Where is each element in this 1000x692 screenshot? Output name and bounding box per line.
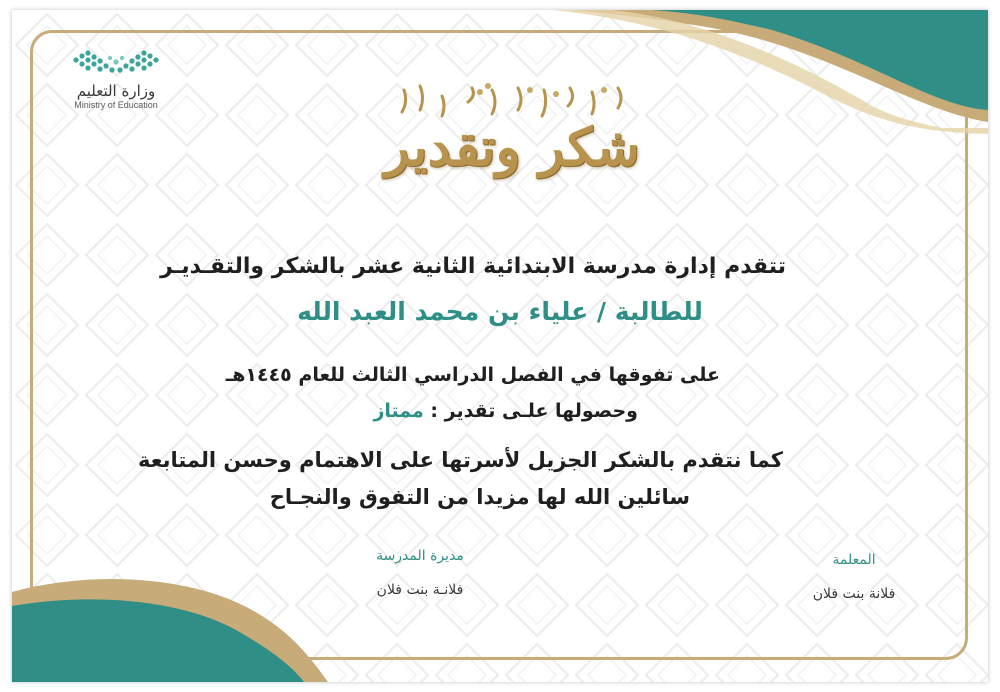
certificate (12, 10, 988, 682)
closing-wish: سائلين الله لها مزيدا من التفوق والنجـاح (269, 485, 690, 509)
grade-label: وحصولها علـى تقدير : (430, 400, 638, 422)
grade-value: ممتاز (373, 400, 424, 422)
teacher-name: فلانة بنت فلان (812, 586, 896, 602)
ministry-name-english: Ministry of Education (74, 100, 158, 110)
certificate-title: شكر وتقدير (384, 117, 640, 178)
principal-signature (320, 546, 520, 600)
ministry-logo (56, 48, 176, 138)
principal-role: مديرة المدرسة (376, 548, 464, 564)
family-thanks: كما نتقدم بالشكر الجزيل لأسرتها على الاهتمام وحسن المتابعة (138, 448, 783, 472)
ministry-name-arabic: وزارة التعليم (76, 82, 156, 100)
grade-statement (373, 400, 638, 422)
principal-name: فلانـة بنت فلان (376, 582, 464, 598)
ministry-of-education-icon (70, 48, 162, 78)
achievement-statement: على تفوقها في الفصل الدراسي الثالث للعام ١٤٤٥هـ (225, 364, 720, 386)
school-statement: تتقدم إدارة مدرسة الابتدائية الثانية عشر بالشكر والتقـديـر (160, 254, 786, 279)
calligraphy-title (372, 72, 652, 212)
teacher-signature (754, 550, 954, 604)
teacher-role: المعلمة (832, 552, 876, 568)
student-name: للطالبة / علياء بن محمد العبد الله (297, 297, 703, 326)
